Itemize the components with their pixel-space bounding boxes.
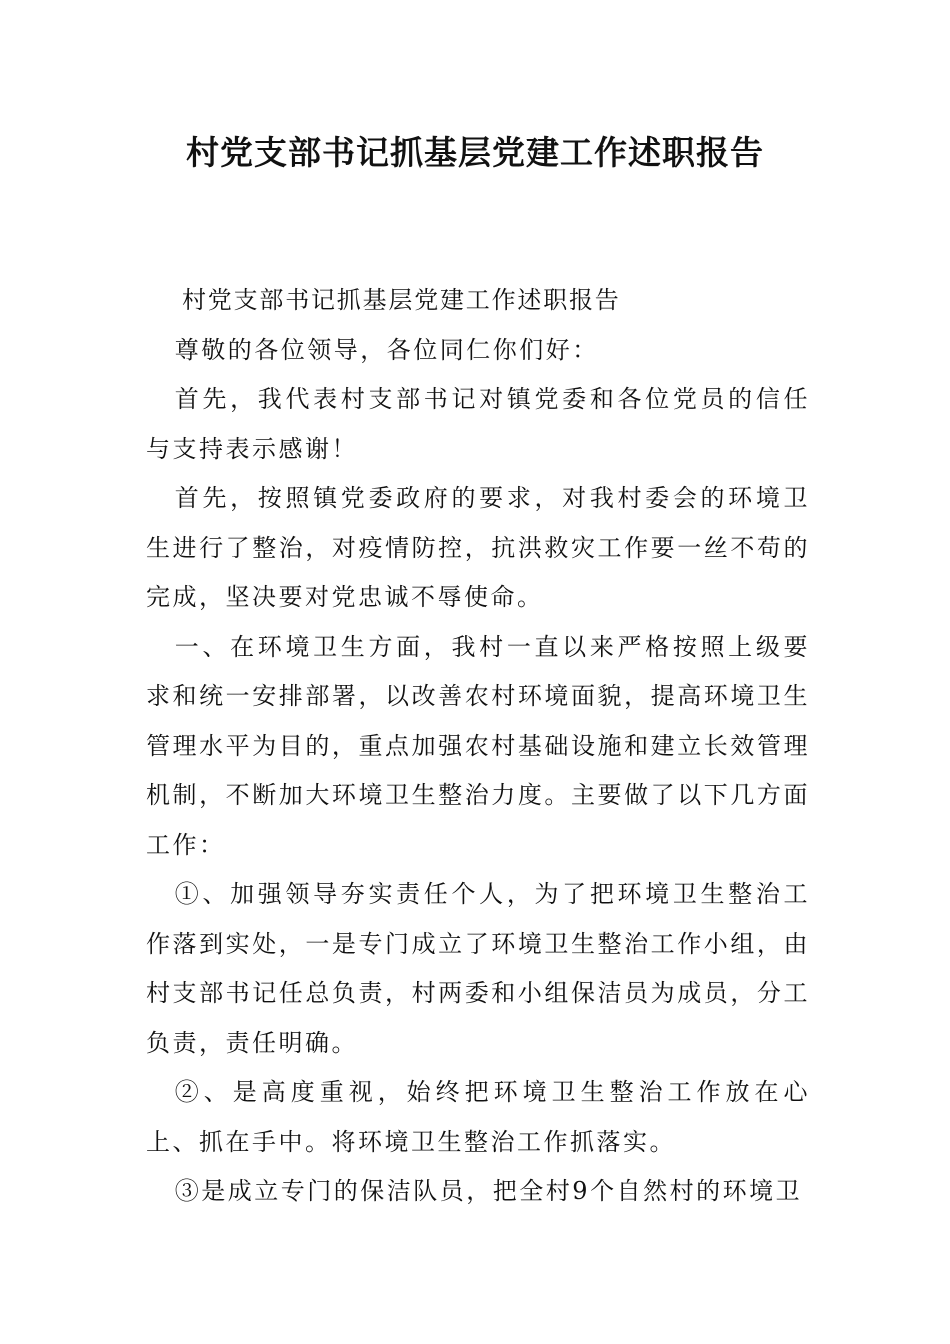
- intro-paragraph: 首先，按照镇党委政府的要求，对我村委会的环境卫生进行了整治，对疫情防控，抗洪救灾工作要一丝不苟的完成，坚决要对党忠诚不辱使命。: [146, 484, 810, 611]
- item-three-paragraph: ③是成立专门的保洁队员，把全村9个自然村的环境卫: [174, 1177, 803, 1205]
- thanks-paragraph: 首先，我代表村支部书记对镇党委和各位党员的信任与支持表示感谢！: [146, 385, 810, 463]
- document-body: [146, 276, 810, 1217]
- item-two-paragraph: ②、是高度重视，始终把环境卫生整治工作放在心上、抓在手中。将环境卫生整治工作抓落实。: [146, 1078, 810, 1156]
- body-heading: 村党支部书记抓基层党建工作述职报告: [182, 286, 621, 314]
- document-title: 村党支部书记抓基层党建工作述职报告: [186, 133, 764, 172]
- section-one-paragraph: 一、在环境卫生方面，我村一直以来严格按照上级要求和统一安排部署，以改善农村环境面貌，提高环境卫生管理水平为目的，重点加强农村基础设施和建立长效管理机制，不断加大环境卫生整治力度。主要做了以下几方面工作：: [146, 632, 810, 859]
- greeting-paragraph: 尊敬的各位领导，各位同仁你们好：: [174, 335, 599, 364]
- item-one-paragraph: ①、加强领导夯实责任个人，为了把环境卫生整治工作落到实处，一是专门成立了环境卫生整治工作小组，由村支部书记任总负责，村两委和小组保洁员为成员，分工负责，责任明确。: [146, 880, 810, 1057]
